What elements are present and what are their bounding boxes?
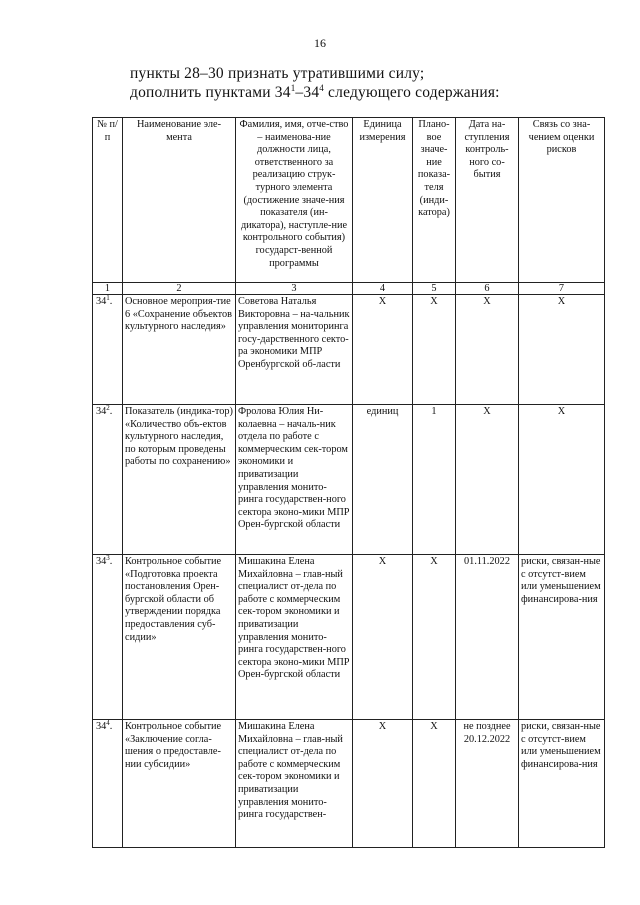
row-risk: риски, связан-ные с отсутст-вием или уменьшением финансирова-ния [519, 555, 605, 720]
program-elements-table [92, 117, 605, 848]
row-unit: Х [353, 295, 413, 405]
row-date: Х [456, 295, 519, 405]
row-num: $34^3$. [93, 555, 123, 720]
table-row [93, 555, 605, 720]
intro-text [130, 64, 500, 102]
intro-line-2-mid: –34 [295, 84, 320, 101]
row-plan: Х [413, 295, 456, 405]
column-numbers-row [93, 283, 605, 295]
intro-line-2 [130, 83, 500, 102]
column-number: 7 [519, 283, 605, 295]
row-date: не позднее 20.12.2022 [456, 720, 519, 848]
row-name: Основное мероприя-тие 6 «Сохранение объектов культурного наследия» [123, 295, 236, 405]
header-plan: Плано-вое значе-ние показа-теля (инди-катора) [413, 118, 456, 283]
row-unit: Х [353, 720, 413, 848]
header-risk: Связь со зна-чением оценки рисков [519, 118, 605, 283]
row-risk: Х [519, 295, 605, 405]
intro-line-1: пункты 28–30 признать утратившими силу; [130, 65, 425, 82]
header-num: № п/п [93, 118, 123, 283]
column-number: 2 [123, 283, 236, 295]
header-unit: Единица измерения [353, 118, 413, 283]
row-risk: Х [519, 405, 605, 555]
intro-line-2-prefix: дополнить пунктами 34 [130, 84, 291, 101]
row-responsible: Фролова Юлия Ни-колаевна – началь-ник отдела по работе с коммерческим сек-тором экономики и приватизации управления монито-ринга государствен-ного сектора эконо-мики МПР Орен-бургской области [236, 405, 353, 555]
table-row [93, 720, 605, 848]
row-unit: единиц [353, 405, 413, 555]
row-name: Показатель (индика-тор) «Количество объ-ектов культурного наследия, по которым проведены работы по сохранению» [123, 405, 236, 555]
row-num: $34^4$. [93, 720, 123, 848]
column-number: 5 [413, 283, 456, 295]
table-row [93, 405, 605, 555]
row-responsible: Мишакина Елена Михайловна – глав-ный специалист от-дела по работе с коммерческим сек-тором экономики и приватизации управления монито-ринга государствен-ного сектора эконо-мики МПР Орен-бургской области [236, 555, 353, 720]
row-plan: Х [413, 720, 456, 848]
row-num: $34^2$. [93, 405, 123, 555]
table-header-row [93, 118, 605, 283]
row-plan: 1 [413, 405, 456, 555]
row-responsible: Советова Наталья Викторовна – на-чальник управления мониторинга госу-дарственного секто-ра экономики МПР Оренбургской об-ласти [236, 295, 353, 405]
intro-line-2-suffix: следующего содержания: [323, 84, 500, 101]
row-name: Контрольное событие «Подготовка проекта постановления Орен-бургской области об утверждении порядка предоставления суб-сидии» [123, 555, 236, 720]
row-date: 01.11.2022 [456, 555, 519, 720]
intro-sup-2: 4 [319, 83, 324, 93]
header-responsible: Фамилия, имя, отче-ство – наименова-ние должности лица, ответственного за реализацию струк-турного элемента (достижение значе-ния показателя (ин-дикатора), наступле-ние контрольного события) государст-венной программы [236, 118, 353, 283]
row-num: $34^1$. [93, 295, 123, 405]
header-name: Наименование эле-мента [123, 118, 236, 283]
table-row [93, 295, 605, 405]
column-number: 3 [236, 283, 353, 295]
row-risk: риски, связан-ные с отсутст-вием или уменьшением финансирова-ния [519, 720, 605, 848]
intro-sup-1: 1 [290, 83, 296, 93]
column-number: 4 [353, 283, 413, 295]
row-date: Х [456, 405, 519, 555]
row-name: Контрольное событие «Заключение согла-шения о предоставле-нии субсидии» [123, 720, 236, 848]
column-number: 6 [456, 283, 519, 295]
header-date: Дата на-ступления контроль-ного со-бытия [456, 118, 519, 283]
page-number: 16 [314, 36, 326, 50]
row-responsible: Мишакина Елена Михайловна – глав-ный специалист от-дела по работе с коммерческим сек-тором экономики и приватизации управления монито-ринга государствен- [236, 720, 353, 848]
row-unit: Х [353, 555, 413, 720]
row-plan: Х [413, 555, 456, 720]
column-number: 1 [93, 283, 123, 295]
